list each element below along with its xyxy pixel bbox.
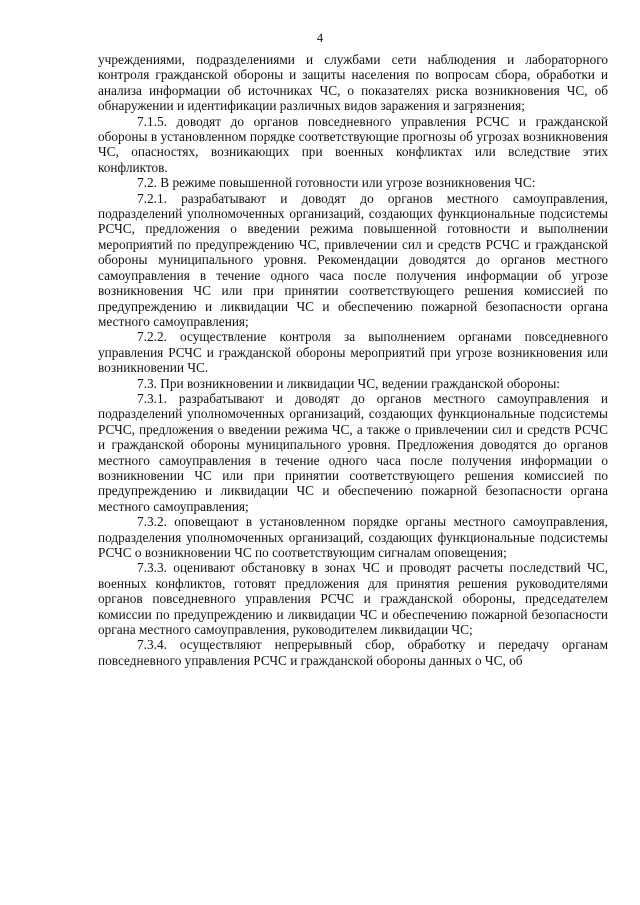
paragraph: 7.1.5. доводят до органов повседневного управления РСЧС и гражданской обороны в установленном порядке соответствующие прогнозы об угрозах возникновения ЧС, опасностях, возникающих при военных конфликтах или вследствие этих конфликтов. (98, 113, 608, 175)
paragraph: 7.2.1. разрабатывают и доводят до органов местного самоуправления, подразделений уполномоченных организаций, создающих функциональные подсистемы РСЧС, предложения о введении режима повышенной готовности и выполнении мероприятий по предупреждению ЧС, привлечении сил и средств РСЧС и гражданской обороны муниципального уровня. Рекомендации доводятся до органов местного самоуправления в течение одного часа после получения информации об угрозе возникновения ЧС или при принятии соответствующего решения комиссией по предупреждению и ликвидации ЧС и обеспечению пожарной безопасности органа местного самоуправления; (98, 190, 608, 329)
paragraph: 7.2.2. осуществление контроля за выполнением органами повседневного управления РСЧС и гражданской обороны мероприятий при угрозе возникновения или возникновении ЧС. (98, 329, 608, 376)
paragraph: 7.3. При возникновении и ликвидации ЧС, ведении гражданской обороны: (137, 375, 560, 391)
paragraph: учреждениями, подразделениями и службами сети наблюдения и лабораторного контроля гражданской обороны и защиты населения по вопросам сбора, обработки и анализа информации об источниках ЧС, о показателях риска возникновения ЧС, об обнаружении и идентификации различных видов заражения и загрязнения; (98, 52, 608, 114)
paragraph: 7.3.3. оценивают обстановку в зонах ЧС и проводят расчеты последствий ЧС, военных конфликтов, готовят предложения для принятия решения руководителями органов повседневного управления РСЧС и гражданской обороны, председателем комиссии по предупреждению и ликвидации ЧС и обеспечению пожарной безопасности органа местного самоуправления, руководителем ликвидации ЧС; (98, 560, 608, 638)
paragraph: 7.3.1. разрабатывают и доводят до органов местного самоуправления и подразделений уполномоченных организаций, создающих функциональные подсистемы РСЧС, предложения о введении режима ЧС, а также о привлечении сил и средств РСЧС и гражданской обороны муниципального уровня. Предложения доводятся до органов местного самоуправления в течение одного часа после получения информации о возникновении ЧС или при принятии соответствующего решения комиссией по предупреждению и ликвидации ЧС и обеспечению пожарной безопасности органа местного самоуправления; (98, 390, 608, 514)
paragraph: 7.2. В режиме повышенной готовности или угрозе возникновения ЧС: (137, 175, 536, 191)
paragraph: 7.3.4. осуществляют непрерывный сбор, обработку и передачу органам повседневного управления РСЧС и гражданской обороны данных о ЧС, об (98, 637, 608, 668)
page-number: 4 (316, 31, 324, 45)
paragraph: 7.3.2. оповещают в установленном порядке органы местного самоуправления, подразделения уполномоченных организаций, создающих функциональные подсистемы РСЧС о возникновении ЧС по соответствующим сигналам оповещения; (98, 514, 608, 560)
document-body (98, 52, 608, 668)
